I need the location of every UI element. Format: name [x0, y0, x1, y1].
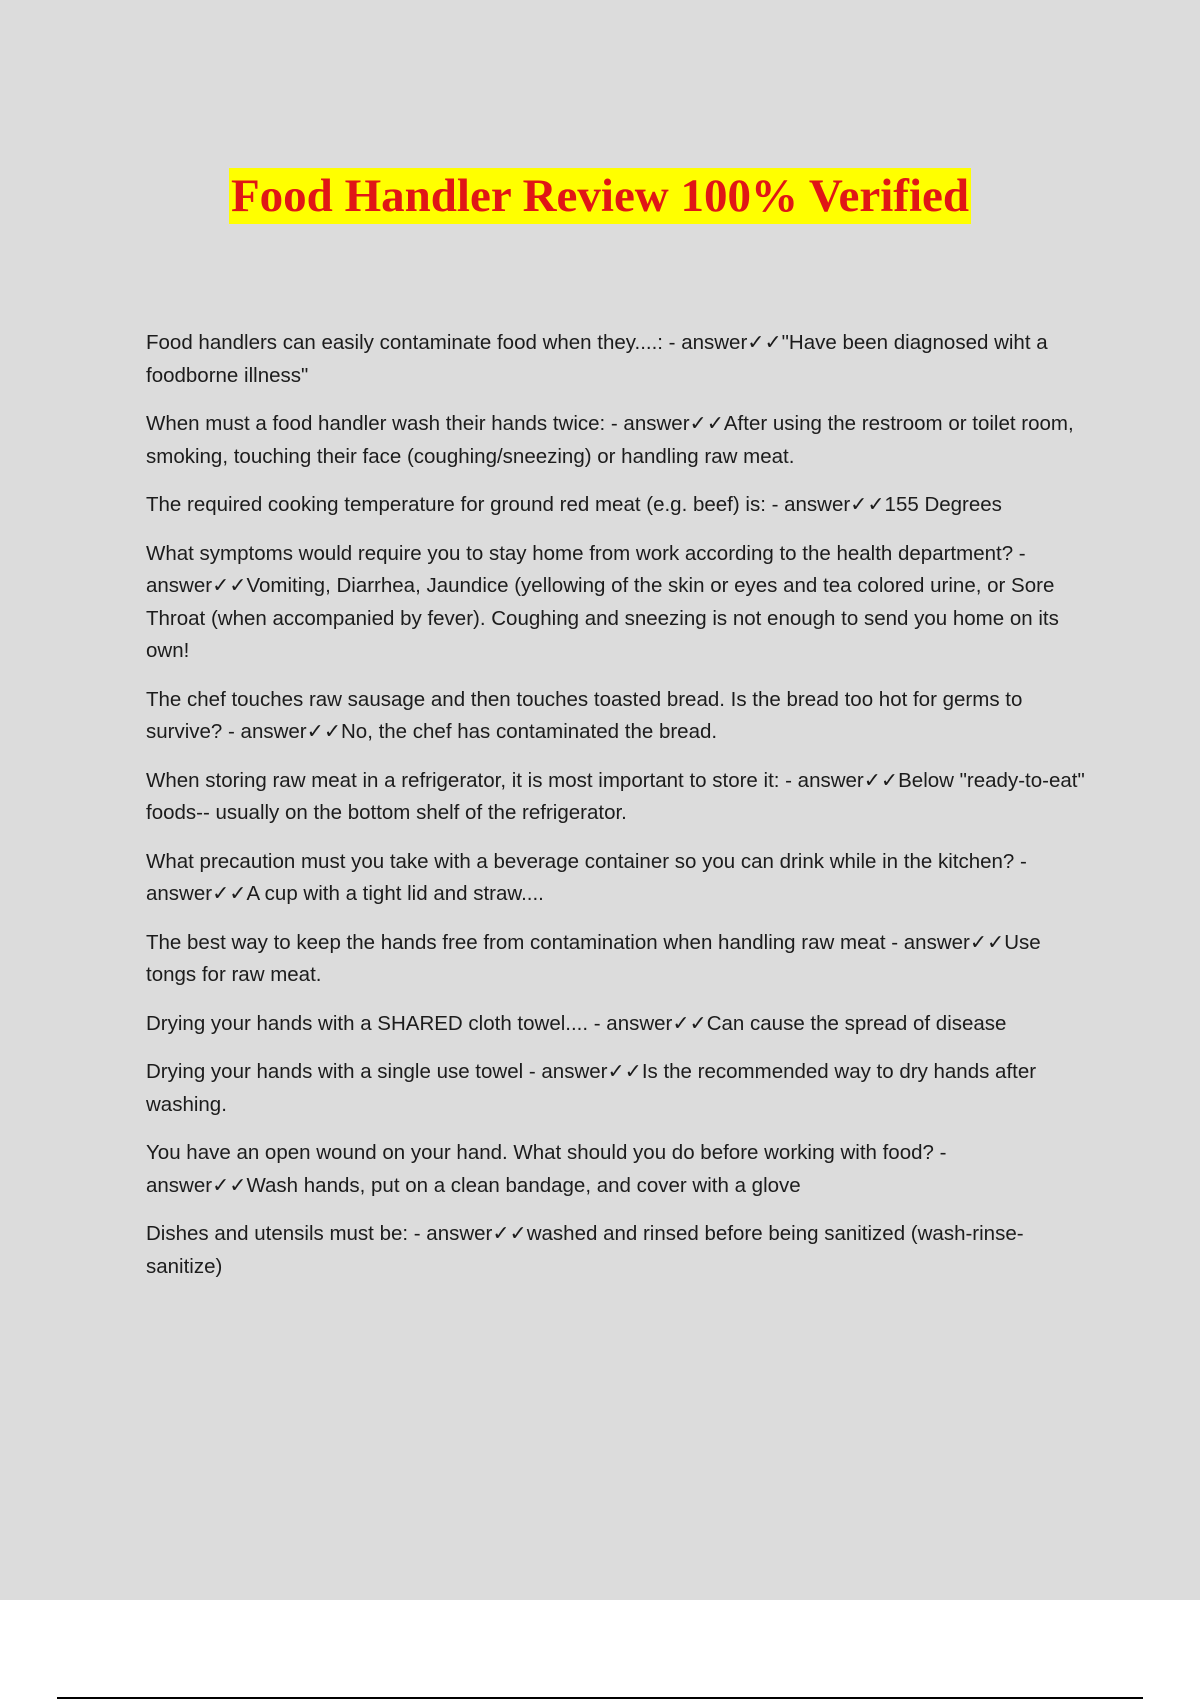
qa-item: You have an open wound on your hand. What should you do before working with food? - answer✓✓Wash hands, put on a clean bandage, and cover with a glove — [146, 1141, 947, 1197]
qa-list — [146, 327, 1090, 1299]
title-container — [0, 168, 1200, 224]
qa-item: Dishes and utensils must be: - answer✓✓washed and rinsed before being sanitized (wash-rinse-sanitize) — [146, 1222, 1024, 1278]
qa-item: What precaution must you take with a beverage container so you can drink while in the kitchen? - answer✓✓A cup with a tight lid and straw.... — [146, 849, 1027, 905]
qa-item: The best way to keep the hands free from contamination when handling raw meat - answer✓✓Use tongs for raw meat. — [146, 930, 1041, 986]
qa-item: Drying your hands with a SHARED cloth towel.... - answer✓✓Can cause the spread of disease — [146, 1011, 1007, 1035]
document-title: Food Handler Review 100% Verified — [230, 170, 970, 222]
qa-item: When must a food handler wash their hands twice: - answer✓✓After using the restroom or toilet room, smoking, touching their face (coughing/sneezing) or handling raw meat. — [146, 412, 1074, 468]
qa-item: Food handlers can easily contaminate food when they....: - answer✓✓"Have been diagnosed wiht a foodborne illness" — [146, 331, 1048, 387]
footer-divider — [57, 1697, 1143, 1699]
qa-item: When storing raw meat in a refrigerator, it is most important to store it: - answer✓✓Below "ready-to-eat" foods-- usually on the bottom shelf of the refrigerator. — [146, 768, 1085, 824]
qa-item: The chef touches raw sausage and then touches toasted bread. Is the bread too hot for germs to survive? - answer✓✓No, the chef has contaminated the bread. — [146, 687, 1023, 743]
qa-item: What symptoms would require you to stay home from work according to the health department? - answer✓✓Vomiting, Diarrhea, Jaundice (yellowing of the skin or eyes and tea colored urine, or Sore Throat (when accompanied by fever). Coughing and sneezing is not enough to send you home on its own! — [146, 541, 1059, 662]
qa-item: Drying your hands with a single use towel - answer✓✓Is the recommended way to dry hands after washing. — [146, 1060, 1037, 1116]
qa-item: The required cooking temperature for ground red meat (e.g. beef) is: - answer✓✓155 Degrees — [146, 493, 1002, 516]
